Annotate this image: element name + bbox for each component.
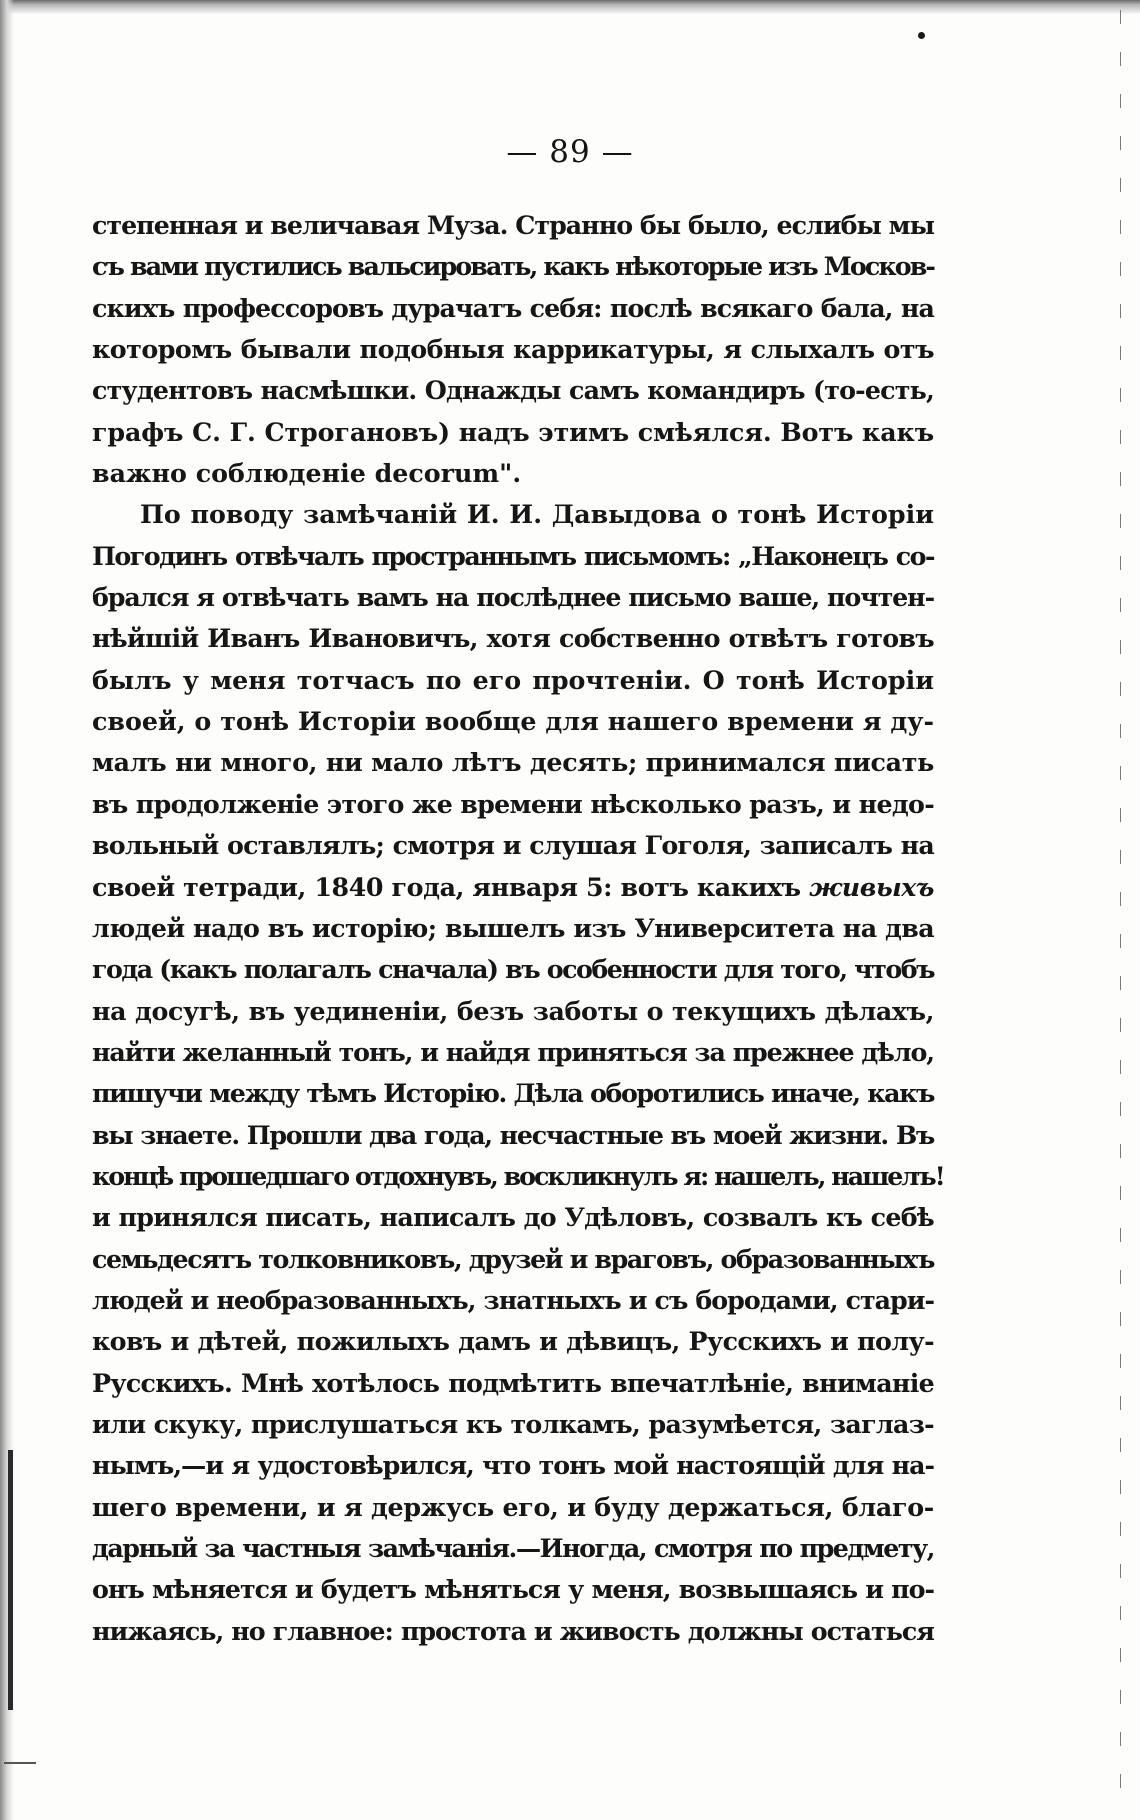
text-line: По поводу замѣчаній И. И. Давыдова о тонѣ Исторіи [140, 499, 934, 530]
text-line: людей и необразованныхъ, знатныхъ и съ бородами, стари- [92, 1284, 934, 1315]
text-line: былъ у меня тотчасъ по его прочтеніи. О тонѣ Исторіи [92, 664, 934, 695]
scan-right-edge-line [1120, 10, 1121, 1800]
text-line: своей, о тонѣ Исторіи вообще для нашего времени я ду- [92, 706, 934, 737]
text-line: ковъ и дѣтей, пожилыхъ дамъ и дѣвицъ, Русскихъ и полу- [92, 1326, 934, 1357]
italic-word: живыхъ [809, 871, 934, 902]
text-line: семьдесятъ толковниковъ, друзей и враговъ, образованныхъ [92, 1243, 934, 1274]
body-text [92, 205, 944, 1652]
text-line: людей надо въ исторію; вышелъ изъ Университета на два [92, 912, 934, 943]
text-line: малъ ни много, ни мало лѣтъ десять; принимался писать [92, 747, 934, 778]
text-line: степенная и величавая Муза. Странно бы было, еслибы мы [92, 210, 934, 240]
text-line: и принялся писать, написалъ до Удѣловъ, созвалъ къ себѣ [92, 1202, 934, 1233]
text-line: важно соблюденіе decorum". [92, 458, 522, 489]
text-line: въ продолженіе этого же времени нѣсколько разъ, и недо- [92, 788, 934, 819]
text-line: вы знаете. Прошли два года, несчастные въ моей жизни. Въ [92, 1119, 934, 1150]
page-number: — 89 — [506, 134, 634, 170]
text-line: съ вами пустились вальсировать, какъ нѣкоторые изъ Москов- [92, 251, 934, 282]
scan-margin-mark [8, 1450, 13, 1710]
text-line: года (какъ полагалъ сначала) въ особенности для того, чтобъ [92, 954, 934, 985]
text-line: на досугѣ, въ уединеніи, безъ заботы о текущихъ дѣлахъ, [92, 995, 934, 1026]
text-line: концѣ прошедшаго отдохнувъ, воскликнулъ я: нашелъ, нашелъ! [92, 1160, 944, 1191]
text-line: онъ мѣняется и будетъ мѣняться у меня, возвышаясь и по- [92, 1574, 934, 1605]
text-line: Русскихъ. Мнѣ хотѣлось подмѣтить впечатлѣніе, вниманіе [92, 1367, 934, 1398]
text-line: пишучи между тѣмъ Исторію. Дѣла оборотились иначе, какъ [92, 1078, 934, 1109]
text-line: скихъ профессоровъ дурачатъ себя: послѣ всякаго бала, на [92, 292, 934, 323]
text-line: шего времени, и я держусь его, и буду держаться, благо- [92, 1491, 934, 1522]
text-line: графъ С. Г. Строгановъ) надъ этимъ смѣялся. Вотъ какъ [92, 416, 934, 447]
text-line: нѣйшій Иванъ Ивановичъ, хотя собственно отвѣтъ готовъ [92, 623, 934, 654]
text-line: нижаясь, но главное: простота и живость должны остаться [92, 1615, 934, 1646]
text-line-part: своей тетради, 1840 года, января 5: вотъ какихъ [92, 871, 801, 902]
ink-speck [918, 32, 925, 39]
scan-top-edge-shadow [0, 0, 1140, 14]
text-line: брался я отвѣчать вамъ на послѣднее письмо ваше, почтен- [92, 582, 934, 613]
text-line-with-italic [92, 867, 934, 908]
scan-margin-foot-mark [4, 1762, 36, 1764]
text-line: студентовъ насмѣшки. Однажды самъ командиръ (то-есть, [92, 375, 934, 406]
text-line: найти желанный тонъ, и найдя приняться за прежнее дѣло, [92, 1036, 934, 1067]
text-line: которомъ бывали подобныя каррикатуры, я слыхалъ отъ [92, 334, 934, 365]
text-line: или скуку, прислушаться къ толкамъ, разумѣется, заглаз- [92, 1408, 934, 1439]
text-line: вольный оставлялъ; смотря и слушая Гоголя, записалъ на [92, 830, 934, 861]
text-line: Погодинъ отвѣчалъ пространнымъ письмомъ: „Наконецъ со- [92, 540, 934, 571]
text-line: дарный за частныя замѣчанія.—Иногда, смотря по предмету, [92, 1533, 934, 1563]
text-line: нымъ,—и я удостовѣрился, что тонъ мой настоящій для на- [92, 1450, 934, 1481]
